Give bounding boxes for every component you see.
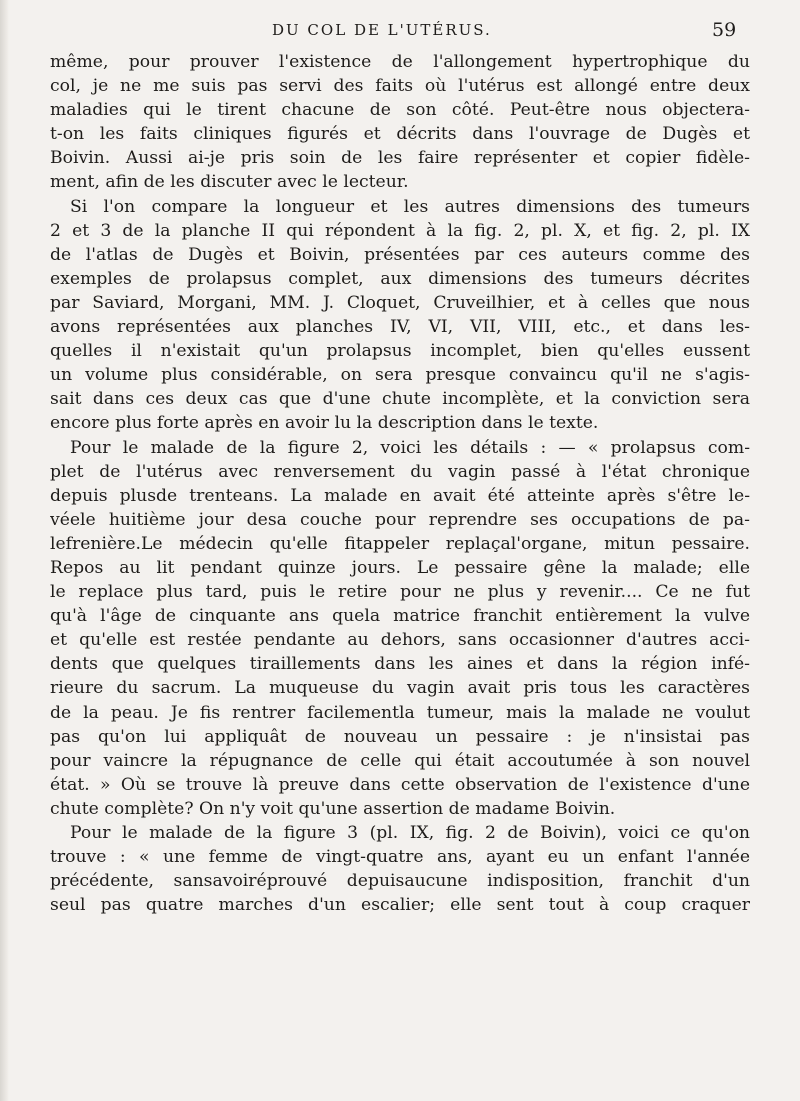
- text-line: lefrenière.Le médecin qu'elle fitappeler replaçal'organe, mitun pessaire.: [50, 533, 750, 554]
- text-line: Pour le malade de la figure 3 (pl. IX, fig. 2 de Boivin), voici ce qu'on: [70, 823, 750, 843]
- text-line: exemples de prolapsus complet, aux dimensions des tumeurs décrites: [50, 268, 750, 289]
- text-line: qu'à l'âge de cinquante ans quela matrice franchit entièrement la vulve: [50, 606, 750, 627]
- text-line: état. » Où se trouve là preuve dans cette observation de l'existence d'une: [50, 774, 750, 795]
- text-line: Pour le malade de la figure 2, voici les détails : — « prolapsus com-: [70, 437, 750, 458]
- text-line: et qu'elle est restée pendante au dehors, sans occasionner d'autres acci-: [50, 630, 750, 651]
- text-line: col, je ne me suis pas servi des faits où l'utérus est allongé entre deux: [50, 76, 750, 97]
- text-line: seul pas quatre marches d'un escalier; elle sent tout à coup craquer: [50, 895, 750, 916]
- text-line: avons représentées aux planches IV, VI, VII, VIII, etc., et dans les-: [50, 317, 750, 338]
- text-line: ment, afin de les discuter avec le lecteur.: [50, 172, 409, 193]
- text-line: sait dans ces deux cas que d'une chute incomplète, et la conviction sera: [50, 389, 750, 410]
- text-line: Boivin. Aussi ai-je pris soin de les faire représenter et copier fidèle-: [50, 148, 750, 169]
- text-line: de la peau. Je fis rentrer facilementla tumeur, mais la malade ne voulut: [50, 702, 750, 723]
- text-line: quelles il n'existait qu'un prolapsus incomplet, bien qu'elles eussent: [50, 341, 750, 362]
- text-line: véele huitième jour desa couche pour reprendre ses occupations de pa-: [50, 509, 750, 530]
- text-line: trouve : « une femme de vingt-quatre ans, ayant eu un enfant l'année: [50, 847, 750, 868]
- text-line: pas qu'on lui appliquât de nouveau un pessaire : je n'insistai pas: [50, 726, 750, 747]
- text-line: encore plus forte après en avoir lu la description dans le texte.: [50, 413, 599, 434]
- text-line: maladies qui le tirent chacune de son côté. Peut-être nous objectera-: [50, 100, 750, 121]
- text-line: Repos au lit pendant quinze jours. Le pessaire gêne la malade; elle: [50, 557, 750, 578]
- text-line: précédente, sansavoiréprouvé depuisaucune indisposition, franchit d'un: [50, 871, 750, 892]
- text-line: pour vaincre la répugnance de celle qui était accoutumée à son nouvel: [50, 750, 750, 771]
- text-line: 2 et 3 de la planche II qui répondent à la fig. 2, pl. X, et fig. 2, pl. IX: [50, 220, 750, 241]
- text-line: par Saviard, Morgani, MM. J. Cloquet, Cruveilhier, et à celles que nous: [50, 292, 750, 313]
- text-line: le replace plus tard, puis le retire pour ne plus y revenir.... Ce ne fut: [50, 582, 750, 603]
- text-line: un volume plus considérable, on sera presque convaincu qu'il ne s'agis-: [50, 365, 750, 386]
- text-line: plet de l'utérus avec renversement du vagin passé à l'état chronique: [50, 461, 750, 482]
- body-text: [50, 50, 750, 917]
- text-line: depuis plusde trenteans. La malade en avait été atteinte après s'être le-: [50, 485, 750, 506]
- text-line: Si l'on compare la longueur et les autres dimensions des tumeurs: [70, 196, 750, 217]
- text-line: même, pour prouver l'existence de l'allongement hypertrophique du: [50, 52, 750, 72]
- running-head: [0, 17, 800, 47]
- text-line: t-on les faits cliniques figurés et décrits dans l'ouvrage de Dugès et: [50, 124, 750, 145]
- page-edge-shadow: [0, 0, 9, 1101]
- text-line: chute complète? On n'y voit qu'une assertion de madame Boivin.: [50, 798, 616, 819]
- running-head-title: DU COL DE L'UTÉRUS.: [272, 21, 492, 39]
- text-line: de l'atlas de Dugès et Boivin, présentées par ces auteurs comme des: [50, 244, 750, 265]
- text-line: rieure du sacrum. La muqueuse du vagin avait pris tous les caractères: [50, 678, 750, 699]
- page-number: 59: [712, 19, 737, 41]
- text-line: dents que quelques tiraillements dans les aines et dans la région infé-: [50, 654, 750, 675]
